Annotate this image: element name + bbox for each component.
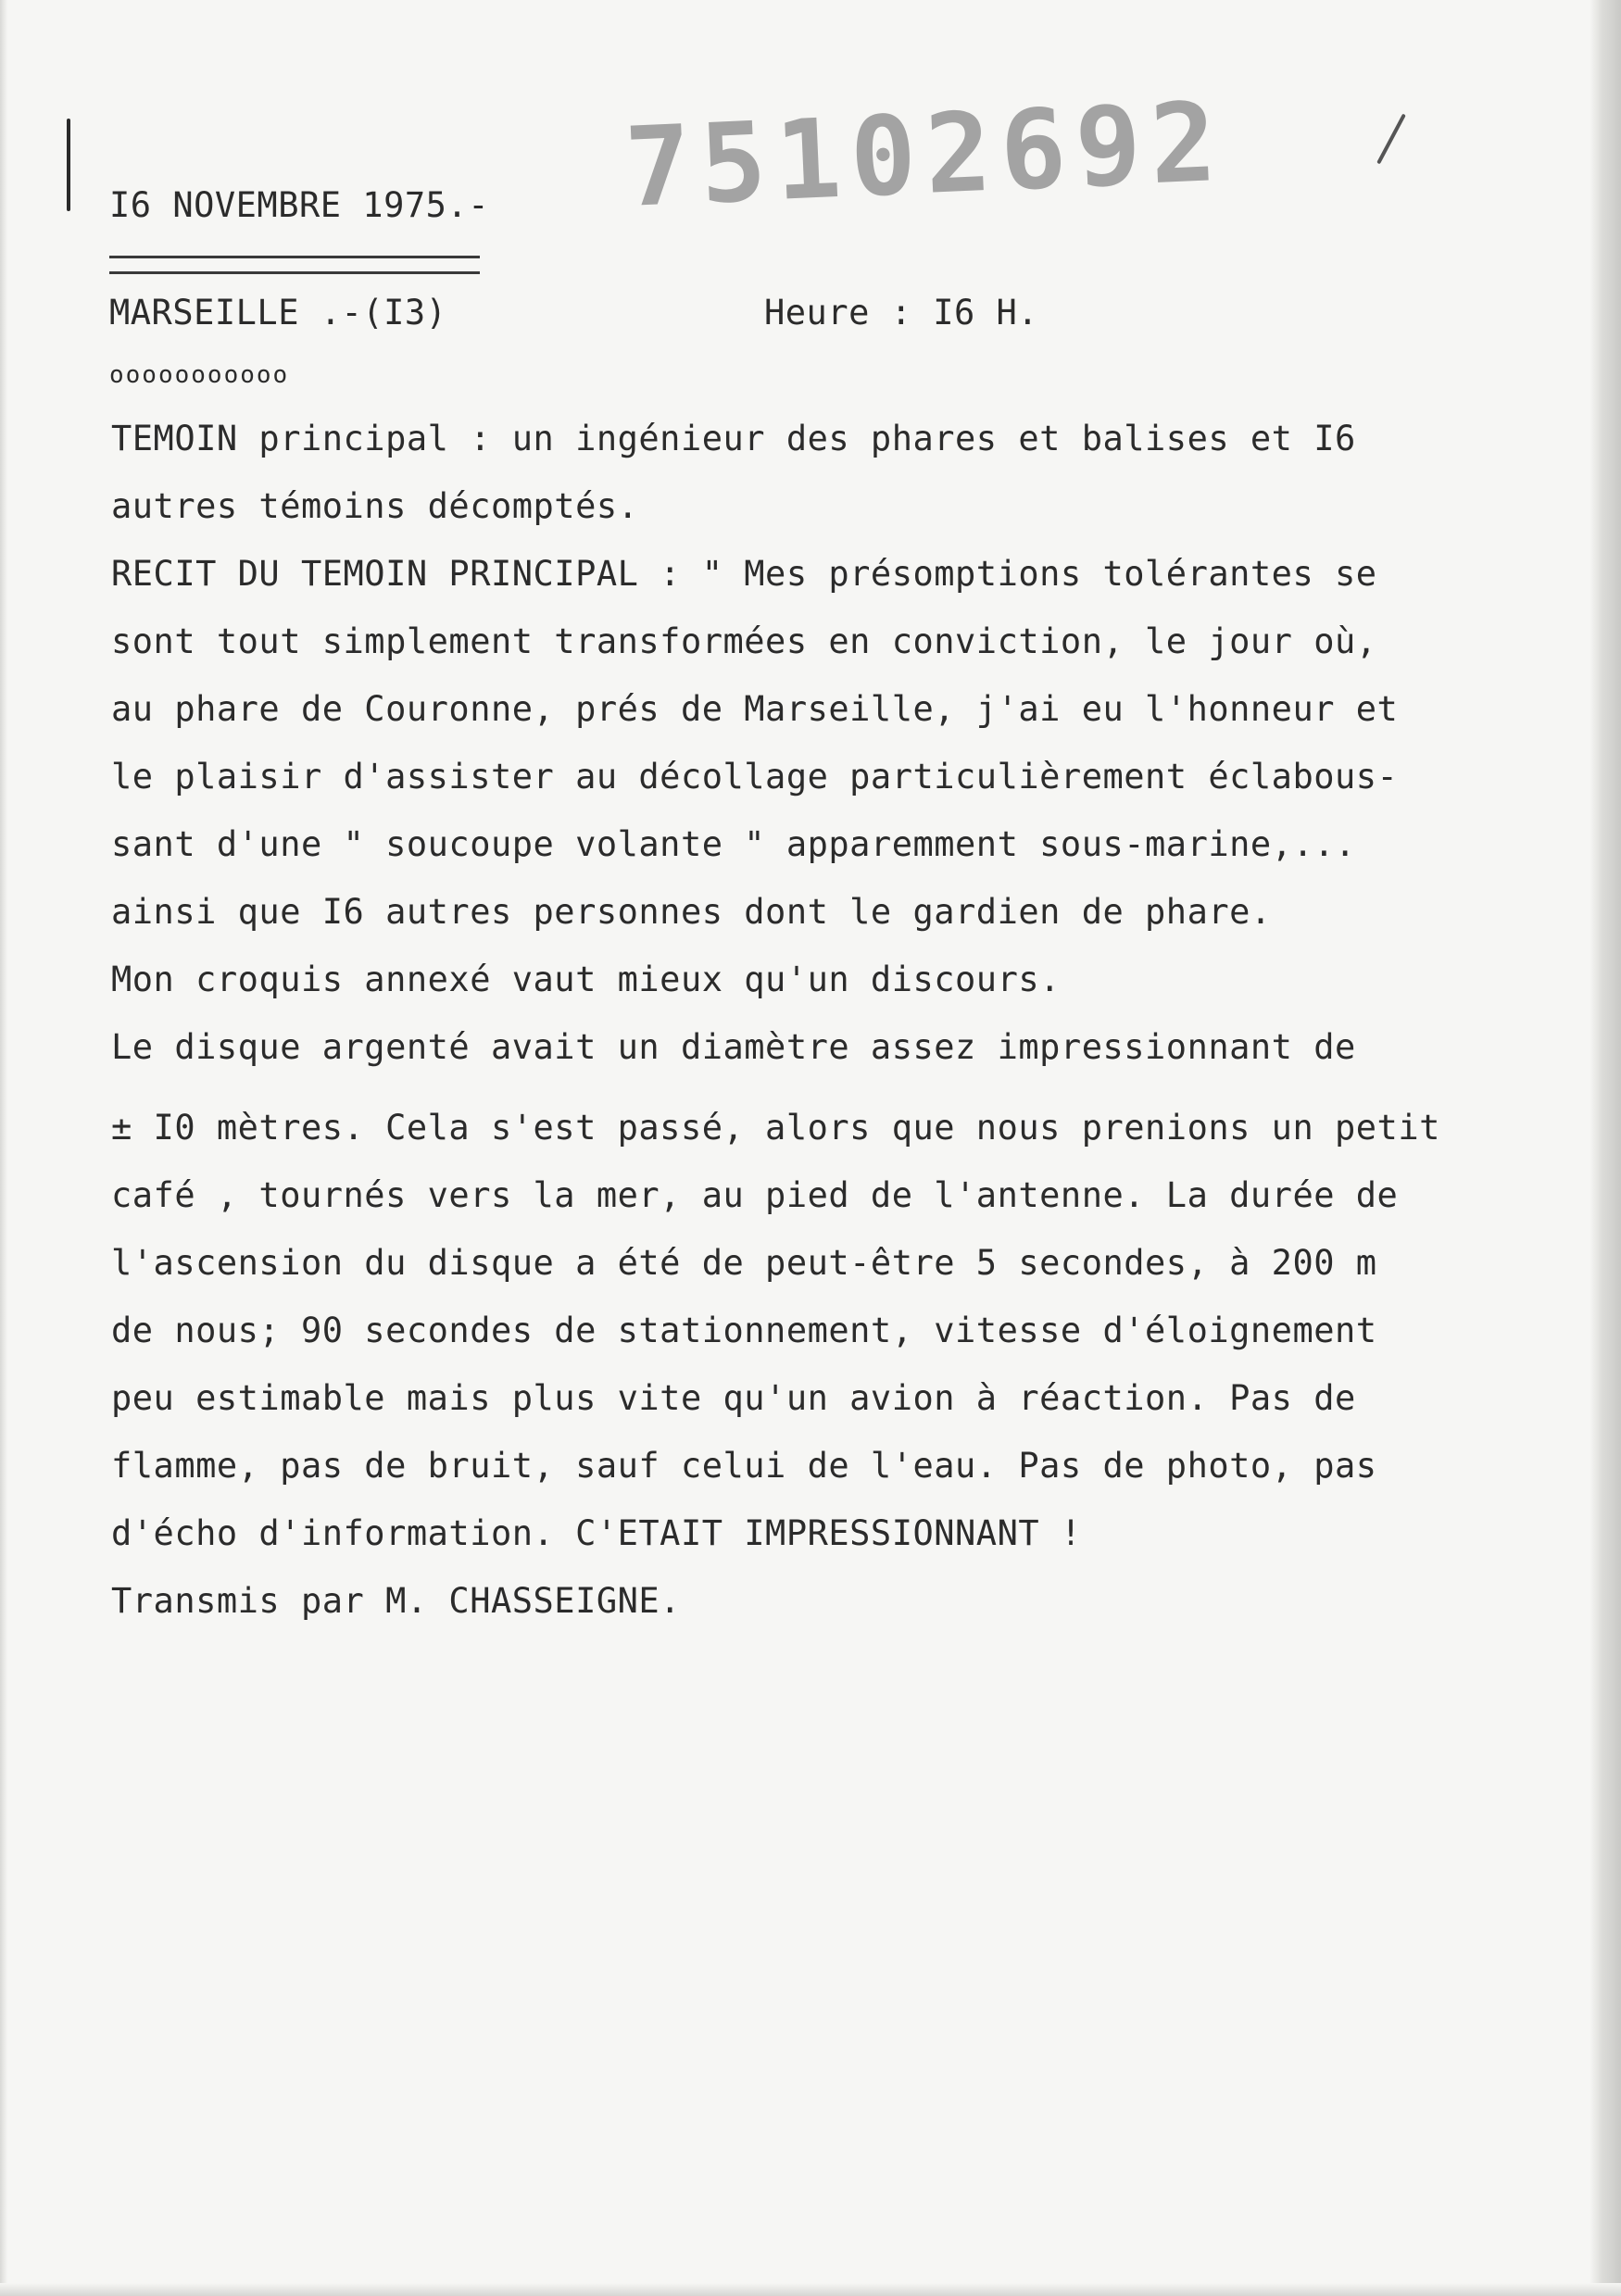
body-line: le plaisir d'assister au décollage particulièrement éclabous-	[111, 757, 1399, 797]
scan-edge-left	[0, 0, 7, 2296]
archive-stamp-number: 75102692	[622, 77, 1228, 232]
report-date: I6 NOVEMBRE 1975.-	[109, 185, 489, 225]
body-line: TEMOIN principal : un ingénieur des phares et balises et I6	[111, 419, 1356, 458]
scan-edge-right	[1590, 0, 1621, 2296]
margin-pen-mark	[67, 119, 70, 211]
body-line: autres témoins décomptés.	[111, 486, 639, 526]
body-line: ± I0 mètres. Cela s'est passé, alors que nous prenions un petit	[111, 1108, 1440, 1148]
body-line: d'écho d'information. C'ETAIT IMPRESSIONNANT !	[111, 1513, 1082, 1553]
header-separator: ooooooooooo	[109, 361, 290, 389]
body-line: Mon croquis annexé vaut mieux qu'un discours.	[111, 960, 1061, 999]
body-line: Transmis par M. CHASSEIGNE.	[111, 1581, 681, 1621]
body-line: sant d'une " soucoupe volante " apparemment sous-marine,...	[111, 824, 1356, 864]
body-line: de nous; 90 secondes de stationnement, vitesse d'éloignement	[111, 1311, 1377, 1350]
body-line: café , tournés vers la mer, au pied de l'antenne. La durée de	[111, 1175, 1399, 1215]
body-line: peu estimable mais plus vite qu'un avion à réaction. Pas de	[111, 1378, 1356, 1418]
body-line: flamme, pas de bruit, sauf celui de l'eau. Pas de photo, pas	[111, 1446, 1377, 1486]
report-location: MARSEILLE .-(I3)	[109, 293, 447, 332]
scan-edge-bottom	[0, 2283, 1621, 2296]
body-line: sont tout simplement transformées en conviction, le jour où,	[111, 621, 1377, 661]
date-underline	[109, 256, 480, 274]
body-line: ainsi que I6 autres personnes dont le gardien de phare.	[111, 892, 1272, 932]
body-line: au phare de Couronne, prés de Marseille, j'ai eu l'honneur et	[111, 689, 1399, 729]
body-line: RECIT DU TEMOIN PRINCIPAL : " Mes présomptions tolérantes se	[111, 554, 1377, 594]
body-line: l'ascension du disque a été de peut-être 5 secondes, à 200 m	[111, 1243, 1377, 1283]
report-time: Heure : I6 H.	[764, 293, 1039, 332]
corner-pen-mark	[1376, 114, 1406, 165]
body-line: Le disque argenté avait un diamètre assez impressionnant de	[111, 1027, 1356, 1067]
